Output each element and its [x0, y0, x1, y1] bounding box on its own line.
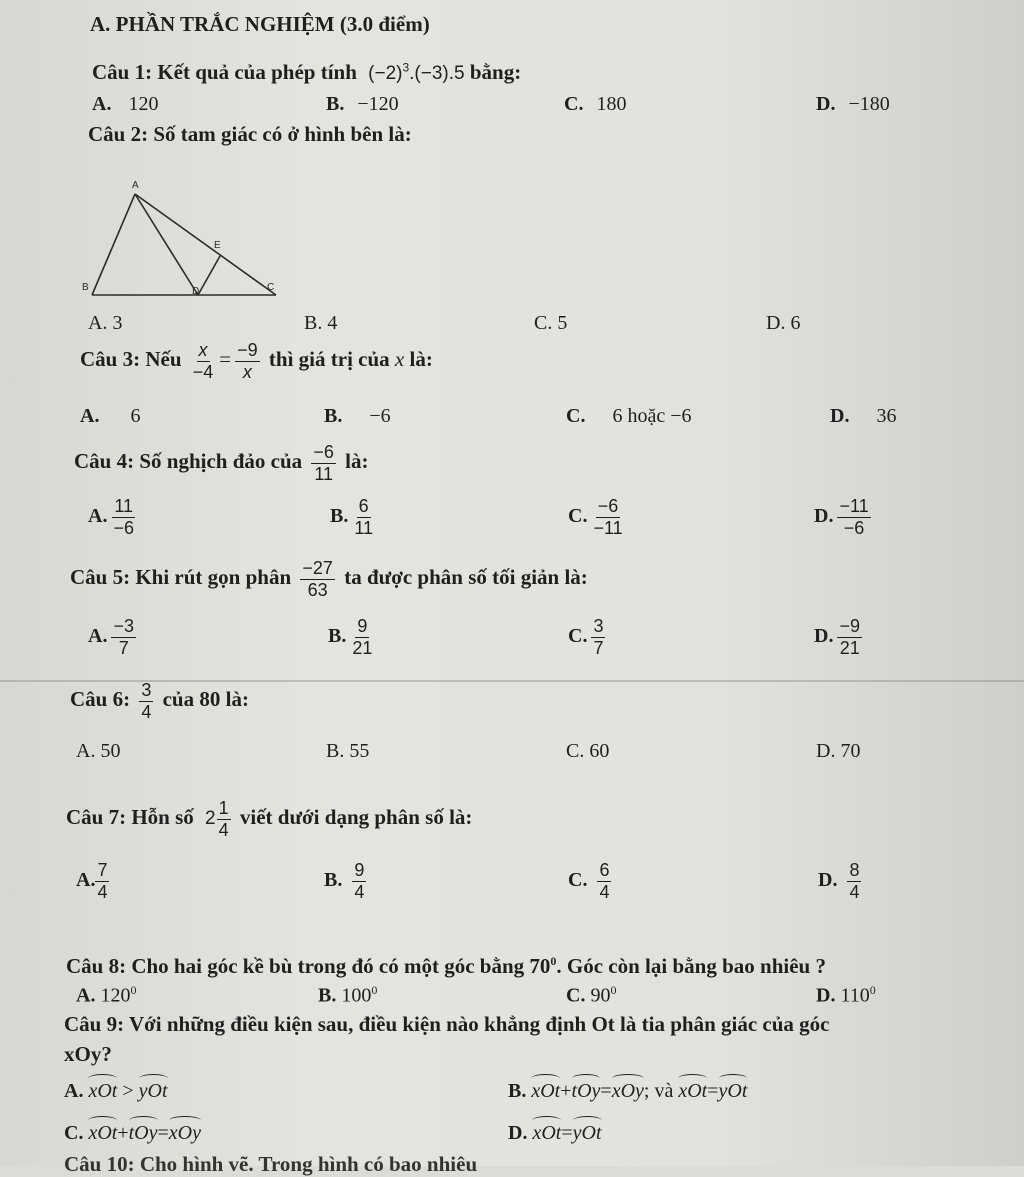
q4-stem — [74, 442, 369, 484]
q5-d-frac: $\frac{-9}{21}$ — [839, 616, 860, 658]
q7-option-b[interactable]: B. $\frac{9}{4}$ — [324, 860, 365, 902]
q1-option-b[interactable]: B. −120 — [326, 93, 399, 115]
q7-fraction: $\frac{1}{4}$ — [218, 798, 229, 840]
q7-option-c[interactable]: C. $\frac{6}{4}$ — [568, 860, 610, 902]
q1-expr-exp: 3 — [402, 60, 410, 75]
q5-option-c[interactable]: C. $\frac{3}{7}$ — [568, 616, 604, 658]
q4-option-a[interactable]: A. $\frac{11}{-6}$ — [88, 496, 134, 538]
angle-toy: tOy — [129, 1118, 158, 1145]
q8-suffix: . Góc còn lại bằng bao nhiêu ? — [556, 954, 826, 978]
fig-label-c: C — [267, 282, 275, 293]
q5-option-b[interactable]: B. $\frac{9}{21}$ — [328, 616, 373, 658]
angle-xot: xOt — [532, 1118, 561, 1145]
q5-stem — [70, 558, 588, 600]
segment-ab — [92, 194, 135, 295]
q1-expr-rest: .(−3).5 — [409, 63, 465, 84]
q2-stem: Câu 2: Số tam giác có ở hình bên là: — [88, 122, 412, 146]
q9-option-b[interactable]: B. xOt+tOy=xOy; và xOt=yOt — [508, 1076, 747, 1103]
angle-yot: yOt — [719, 1076, 748, 1103]
q1-label: Câu 1: Kết quả của phép tính — [92, 60, 357, 84]
q4-d-frac: $\frac{-11}{-6}$ — [839, 496, 869, 538]
q1-option-d[interactable]: D. −180 — [816, 93, 890, 115]
q8-angle: 70 — [529, 954, 551, 978]
q3-fraction-1: $\frac{x}{-4}$ — [192, 340, 214, 382]
q3-stem — [80, 340, 433, 382]
angle-toy: tOy — [572, 1076, 601, 1103]
fig-label-a: A — [132, 180, 139, 191]
q6-option-d[interactable]: D. 70 — [816, 740, 861, 762]
angle-xot: xOt — [88, 1076, 117, 1103]
q8-option-d[interactable]: D. $110^0$ — [816, 983, 876, 1007]
angle-xoy: xOy — [169, 1118, 201, 1145]
q9-option-c[interactable]: C. xOt+tOy=xOy — [64, 1118, 201, 1145]
q3-option-c[interactable]: C. 6 hoặc −6 — [566, 405, 692, 427]
q5-suffix: ta được phân số tối giản là: — [344, 565, 588, 589]
q8-stem — [66, 954, 826, 979]
q3-suffix: là: — [409, 347, 433, 371]
q5-c-frac: $\frac{3}{7}$ — [593, 616, 604, 658]
q8-option-c[interactable]: C. $90^0$ — [566, 983, 617, 1007]
segment-ad — [135, 194, 198, 295]
q1-expr-base: (−2) — [368, 63, 403, 84]
q3-mid: thì giá trị của — [268, 347, 390, 371]
q3-var: x — [394, 347, 405, 371]
q4-option-b[interactable]: B. $\frac{6}{11}$ — [330, 496, 374, 538]
q1-suffix: bằng: — [469, 60, 522, 84]
angle-xot: xOt — [678, 1076, 707, 1103]
q3-option-d[interactable]: D. 36 — [830, 405, 897, 427]
fig-label-e: E — [214, 240, 221, 251]
q7-stem — [66, 798, 472, 840]
q1-stem — [92, 60, 521, 85]
q1-expression — [368, 60, 465, 84]
segment-de — [198, 256, 220, 295]
q6-option-a[interactable]: A. 50 — [76, 740, 121, 762]
q2-option-b[interactable]: B. 4 — [304, 312, 338, 334]
q8-option-a[interactable]: A. $120^0$ — [76, 983, 137, 1007]
q9-option-a[interactable]: A. xOt > yOt — [64, 1076, 168, 1103]
q4-a-frac: $\frac{11}{-6}$ — [113, 496, 134, 538]
q5-label: Câu 5: Khi rút gọn phân — [70, 565, 292, 589]
q2-option-d[interactable]: D. 6 — [766, 312, 801, 334]
q4-option-c[interactable]: C. $\frac{-6}{-11}$ — [568, 496, 623, 538]
q7-b-frac: $\frac{9}{4}$ — [354, 860, 365, 902]
fig-label-b: B — [82, 282, 89, 293]
q6-option-c[interactable]: C. 60 — [566, 740, 610, 762]
angle-yot: yOt — [573, 1118, 602, 1145]
q6-option-b[interactable]: B. 55 — [326, 740, 370, 762]
q7-label: Câu 7: Hỗn số — [66, 805, 194, 829]
angle-xot: xOt — [88, 1118, 117, 1145]
q6-stem — [70, 680, 249, 722]
angle-yot: yOt — [139, 1076, 168, 1103]
triangle-figure — [80, 178, 290, 303]
q8-deg: 0 — [550, 954, 557, 968]
q4-suffix: là: — [345, 449, 369, 473]
q6-fraction: $\frac{3}{4}$ — [141, 680, 152, 722]
q9-stem-line2: xOy? — [64, 1042, 112, 1066]
q7-option-a[interactable]: A. $\frac{7}{4}$ — [76, 860, 108, 902]
q4-fraction: $\frac{-6}{11}$ — [313, 442, 334, 484]
q5-option-d[interactable]: D. $\frac{-9}{21}$ — [814, 616, 860, 658]
q3-fraction-2: $\frac{-9}{x}$ — [237, 340, 258, 382]
q3-option-b[interactable]: B. −6 — [324, 405, 391, 427]
q10-stem-cutoff: Câu 10: Cho hình vẽ. Trong hình có bao nhiêu — [64, 1152, 478, 1176]
q8-label: Câu 8: Cho hai góc kề bù trong đó có một góc bằng — [66, 954, 525, 978]
q7-suffix: viết dưới dạng phân số là: — [239, 805, 473, 829]
q3-option-a[interactable]: A. 6 — [80, 405, 141, 427]
fig-label-d: D — [192, 286, 200, 297]
q1-option-c[interactable]: C. 180 — [564, 93, 627, 115]
q8-option-b[interactable]: B. $100^0$ — [318, 983, 378, 1007]
q4-option-d[interactable]: D. $\frac{-11}{-6}$ — [814, 496, 869, 538]
q4-label: Câu 4: Số nghịch đảo của — [74, 449, 303, 473]
q6-suffix: của 80 là: — [162, 687, 249, 711]
section-header: A. PHẦN TRẮC NGHIỆM (3.0 điểm) — [90, 12, 430, 36]
q9-option-d[interactable]: D. xOt=yOt — [508, 1118, 602, 1145]
q2-option-a[interactable]: A. 3 — [88, 312, 123, 334]
q7-a-frac: $\frac{7}{4}$ — [97, 860, 108, 902]
q4-b-frac: $\frac{6}{11}$ — [354, 496, 374, 538]
q5-option-a[interactable]: A. $\frac{-3}{7}$ — [88, 616, 134, 658]
q9-stem-line1: Câu 9: Với những điều kiện sau, điều kiện nào khẳng định Ot là tia phân giác của góc — [64, 1012, 830, 1036]
q3-equals: = — [219, 347, 232, 371]
q1-option-a[interactable]: A. 120 — [92, 93, 159, 115]
q5-fraction: $\frac{-27}{63}$ — [302, 558, 333, 600]
q7-whole: 2 — [205, 808, 216, 829]
q3-label: Câu 3: Nếu — [80, 347, 182, 371]
q5-a-frac: $\frac{-3}{7}$ — [113, 616, 134, 658]
q7-option-d[interactable]: D. $\frac{8}{4}$ — [818, 860, 860, 902]
segment-ac — [135, 194, 276, 295]
q4-c-frac: $\frac{-6}{-11}$ — [593, 496, 623, 538]
q6-label: Câu 6: — [70, 687, 131, 711]
angle-xoy: xOy — [612, 1076, 644, 1103]
q5-b-frac: $\frac{9}{21}$ — [352, 616, 373, 658]
q7-c-frac: $\frac{6}{4}$ — [599, 860, 610, 902]
q2-option-c[interactable]: C. 5 — [534, 312, 568, 334]
q7-d-frac: $\frac{8}{4}$ — [849, 860, 860, 902]
angle-xot: xOt — [531, 1076, 560, 1103]
